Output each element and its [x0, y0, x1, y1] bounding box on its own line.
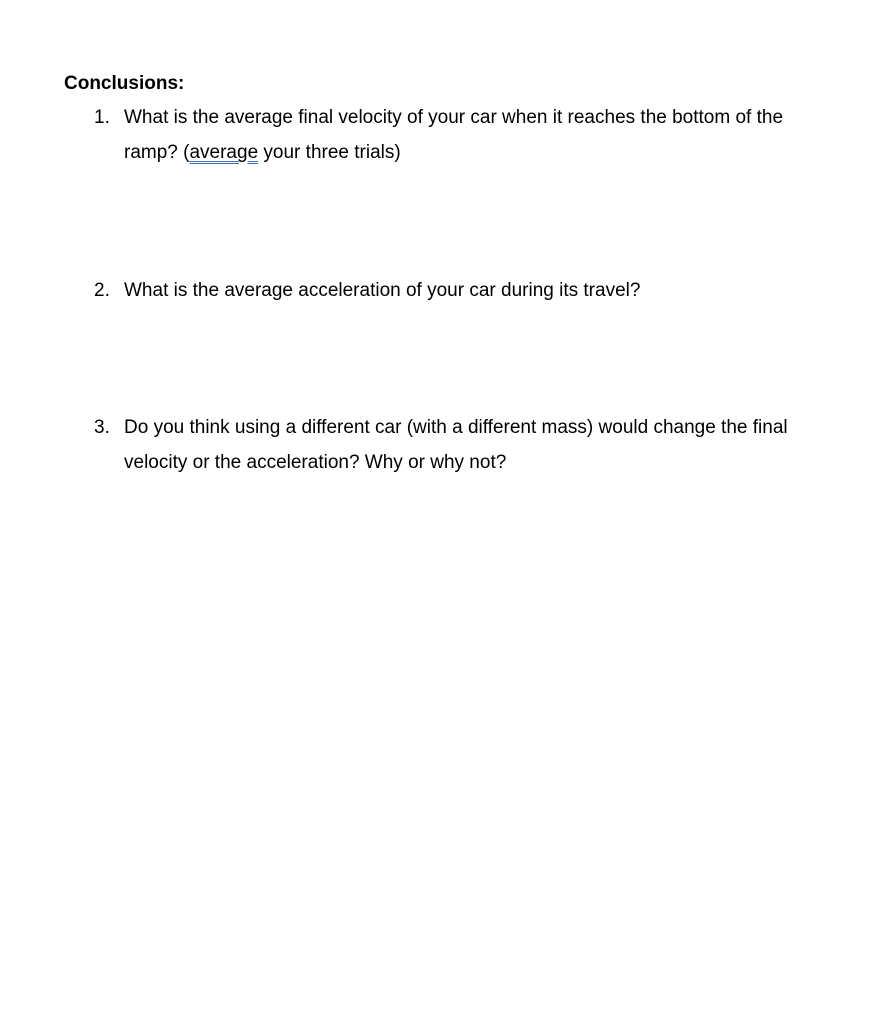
- conclusions-heading: Conclusions:: [64, 73, 185, 94]
- question-1-text-after: your three trials): [258, 142, 401, 163]
- question-1-number: 1.: [94, 107, 110, 128]
- question-2-text: What is the average acceleration of your car during its travel?: [124, 280, 641, 301]
- question-3-number: 3.: [94, 417, 110, 438]
- question-1-text: [124, 100, 836, 170]
- question-3-text: Do you think using a different car (with a different mass) would change the final velocity or the acceleration? Why or why not?: [124, 417, 788, 473]
- grammar-flagged-word[interactable]: average: [189, 142, 259, 163]
- question-2-number: 2.: [94, 280, 110, 301]
- question-1-text-before: What is the average final velocity of your car when it reaches the bottom of the ramp? (: [124, 107, 784, 163]
